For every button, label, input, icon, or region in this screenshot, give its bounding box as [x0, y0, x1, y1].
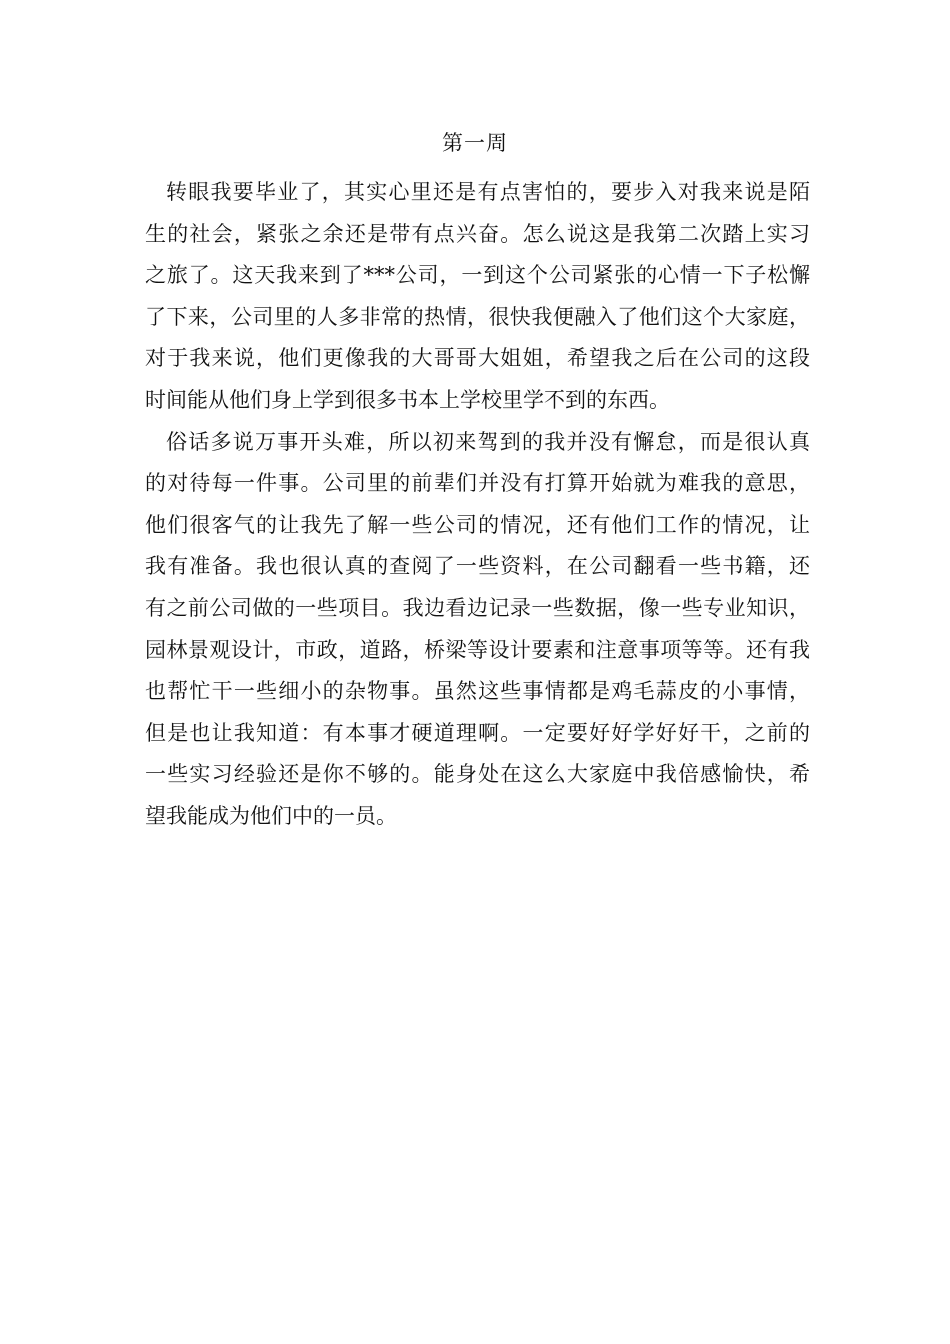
paragraph-line: 的对待每一件事。公司里的前辈们并没有打算开始就为难我的意思， — [145, 471, 810, 496]
paragraph-line: 我有准备。我也很认真的查阅了一些资料，在公司翻看一些书籍，还 — [145, 554, 810, 579]
paragraph-line: 转眼我要毕业了，其实心里还是有点害怕的，要步入对我来说是陌 — [166, 180, 810, 204]
paragraph-line: 他们很客气的让我先了解一些公司的情况，还有他们工作的情况，让 — [145, 512, 810, 537]
document-body — [145, 172, 810, 838]
paragraph-line: 有之前公司做的一些项目。我边看边记录一些数据，像一些专业知识， — [145, 595, 810, 620]
paragraph-line: 一些实习经验还是你不够的。能身处在这么大家庭中我倍感愉快，希 — [145, 762, 810, 787]
document-title: 第一周 — [442, 131, 508, 155]
paragraph-1 — [145, 172, 810, 422]
paragraph-line: 时间能从他们身上学到很多书本上学校里学不到的东西。 — [145, 387, 670, 412]
paragraph-line: 也帮忙干一些细小的杂物事。虽然这些事情都是鸡毛蒜皮的小事情， — [145, 679, 810, 704]
paragraph-line: 之旅了。这天我来到了***公司，一到这个公司紧张的心情一下子松懈 — [145, 263, 810, 288]
paragraph-line: 但是也让我知道：有本事才硬道理啊。一定要好好学好好干，之前的 — [145, 720, 810, 745]
paragraph-2 — [145, 422, 810, 838]
paragraph-line: 俗话多说万事开头难，所以初来驾到的我并没有懈怠，而是很认真 — [166, 429, 810, 454]
paragraph-line: 园林景观设计，市政，道路，桥梁等设计要素和注意事项等等。还有我 — [145, 637, 810, 662]
paragraph-line: 对于我来说，他们更像我的大哥哥大姐姐，希望我之后在公司的这段 — [145, 346, 810, 371]
paragraph-line: 望我能成为他们中的一员。 — [145, 803, 397, 828]
paragraph-line: 了下来，公司里的人多非常的热情，很快我便融入了他们这个大家庭， — [145, 304, 810, 329]
paragraph-line: 生的社会，紧张之余还是带有点兴奋。怎么说这是我第二次踏上实习 — [145, 221, 810, 246]
